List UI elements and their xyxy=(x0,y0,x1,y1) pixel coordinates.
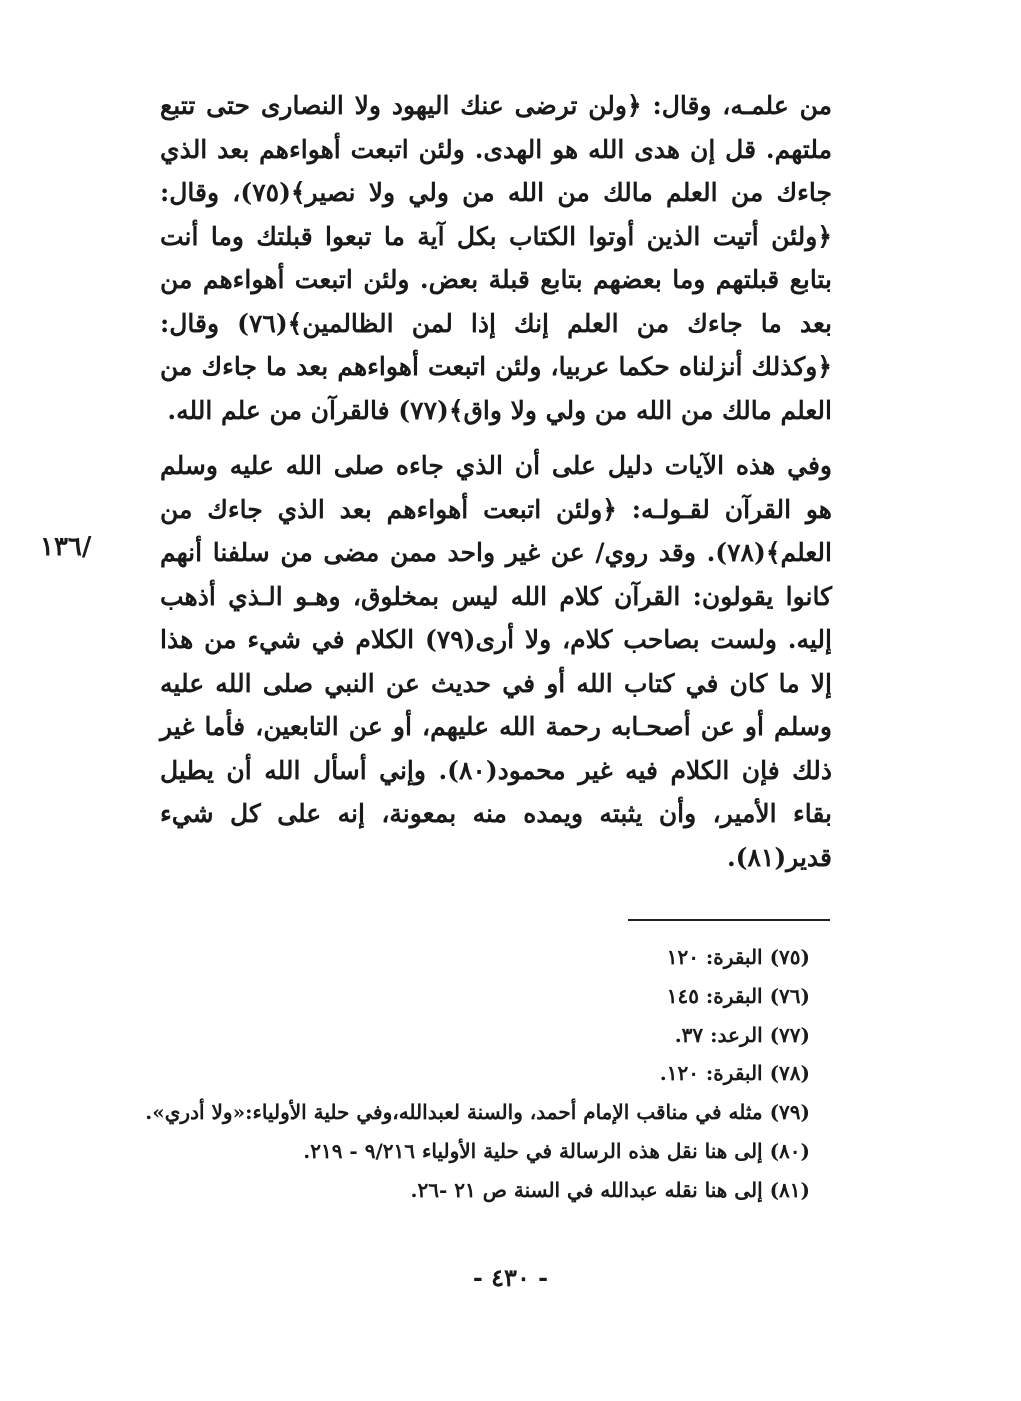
paragraph-1: من علمـه، وقال: ﴿ولن ترضى عنك اليهود ولا النصارى حتى تتبع ملتهم. قل إن هدى الله هو الهدى. ولئن اتبعت أهواءهم بعد الذي جاءك من العلم مالك من الله من ولي ولا نصير﴾(٧٥)، وقال: ﴿ولئن أتيت الذين أوتوا الكتاب بكل آية ما تبعوا قبلتك وما أنت بتابع قبلتهم وما بعضهم بتابع قبلة بعض. ولئن اتبعت أهواءهم من بعد ما جاءك من العلم إنك إذا لمن الظالمين﴾(٧٦) وقال: ﴿وكذلك أنزلناه حكما عربيا، ولئن اتبعت أهواءهم بعد ما جاءك من العلم مالك من الله من ولي ولا واق﴾(٧٧) فالقرآن من علم الله. xyxy=(160,91,832,425)
footnotes xyxy=(145,938,810,1210)
footnote-77: (٧٧) الرعد: ٣٧. xyxy=(674,1022,810,1047)
page-number: - ٤٣٠ - xyxy=(472,1263,549,1292)
footnote-80: (٨٠) إلى هنا نقل هذه الرسالة في حلية الأولياء ٩/٢١٦ - ٢١٩. xyxy=(303,1138,810,1163)
footnote-78: (٧٨) البقرة: ١٢٠. xyxy=(659,1061,810,1086)
footnote-81: (٨١) إلى هنا نقله عبدالله في السنة ص ٢١ -٢٦. xyxy=(410,1177,810,1202)
footnote-76: (٧٦) البقرة: ١٤٥ xyxy=(666,983,810,1008)
paragraph-2: وفي هذه الآيات دليل على أن الذي جاءه صلى الله عليه وسلم هو القرآن لقـولـه: ﴿ولئن اتبعت أهواءهم بعد الذي جاءك من العلم﴾(٧٨). وقد روي/ عن غير واحد ممن مضى من سلفنا أنهم كانوا يقولون: القرآن كلام الله ليس بمخلوق، وهـو الـذي أذهب إليه. ولست بصاحب كلام، ولا أرى(٧٩) الكلام في شيء من هذا إلا ما كان في كتاب الله أو في حديث عن النبي صلى الله عليه وسلم أو عن أصحـابه رحمة الله عليهم، أو عن التابعين، فأما غير ذلك فإن الكلام فيه غير محمود(٨٠). وإني أسأل الله أن يطيل بقاء الأمير، وأن يثبته ويمده منه بمعونة، إنه على كل شيء قدير(٨١). xyxy=(160,451,832,872)
footnote-75: (٧٥) البقرة: ١٢٠ xyxy=(666,945,810,969)
manuscript-page-marker: /١٣٦ xyxy=(40,532,92,562)
main-text xyxy=(160,84,832,879)
footnote-79: (٧٩) مثله في مناقب الإمام أحمد، والسنة لعبدالله،وفي حلية الأولياء:«ولا أدري». xyxy=(145,1100,810,1125)
footnote-divider xyxy=(628,919,830,921)
